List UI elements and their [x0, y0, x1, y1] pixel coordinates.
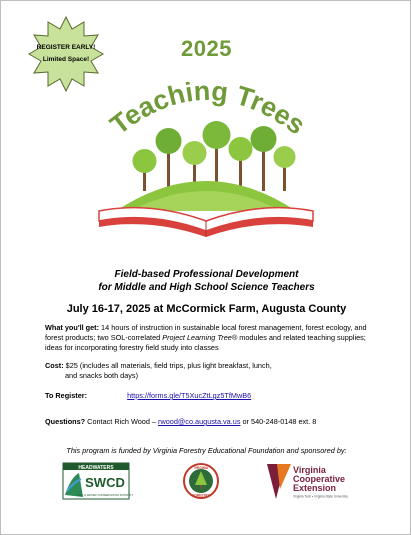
swcd-main-text: SWCD: [85, 475, 125, 490]
swcd-top-text: HEADWATERS: [78, 464, 114, 471]
forestry-bottom-text: FORESTRY: [192, 493, 210, 498]
questions-text-2: or 540-248-0148 ext. 8: [240, 417, 317, 426]
teaching-trees-illustration: [91, 61, 321, 251]
subtitle-line-1: Field-based Professional Development: [114, 269, 299, 280]
cost-text: $25 (includes all materials, field trips, plus light breakfast, lunch,: [63, 361, 272, 370]
vce-logo-icon: [267, 464, 348, 499]
badge-line-1: REGISTER EARLY!: [36, 43, 96, 51]
subtitle-line-2: for Middle and High School Science Teachers: [98, 282, 315, 293]
virginia-forestry-logo-icon: [184, 464, 218, 498]
badge-line-2: Limited Space!: [42, 56, 90, 63]
questions: [45, 417, 375, 427]
what-text-a: 14 hours of instruction in sustainable local forest management, forest ecology, and forest products; two SOL-correlated: [45, 323, 367, 342]
vce-line-3: Extension: [293, 483, 337, 493]
cost-text-2: and snacks both days): [65, 371, 139, 380]
vce-line-2: Cooperative: [293, 474, 346, 484]
to-register: [45, 391, 375, 401]
subtitle: [1, 268, 411, 294]
what-text-italic: Project Learning Tree®: [162, 333, 238, 342]
email-link[interactable]: rwood@co.augusta.va.us: [158, 417, 241, 426]
open-book-icon: [99, 208, 313, 237]
what-text-b: modules and related teaching supplies; ideas for incorporating forestry field study into classes: [45, 333, 366, 352]
register-link[interactable]: https://forms.gle/T5XucZtLgz5TfMwB6: [127, 391, 252, 400]
year-heading: 2025: [181, 36, 232, 61]
title-arched: Teaching Trees: [104, 75, 311, 141]
cost-label: Cost:: [45, 361, 64, 370]
vce-line-1: Virginia: [293, 465, 326, 475]
funded-by: This program is funded by Virginia Forestry Educational Foundation and sponsored by:: [66, 446, 347, 455]
register-label: To Register:: [45, 391, 88, 400]
swcd-logo-icon: [63, 463, 133, 499]
swcd-bottom-text: SOIL & WATER CONSERVATION DISTRICT: [77, 493, 133, 497]
event-date-location: July 16-17, 2025 at McCormick Farm, Augusta County: [66, 303, 347, 315]
cost: [45, 361, 375, 381]
questions-text: Contact Rich Wood –: [85, 417, 159, 426]
what-label: What you'll get:: [45, 323, 100, 332]
forestry-top-text: VIRGINIA: [193, 466, 209, 470]
sponsor-logos: [1, 461, 411, 501]
what-youll-get: [45, 323, 375, 353]
vce-sub: Virginia Tech • Virginia State University: [293, 494, 348, 499]
questions-label: Questions?: [45, 417, 86, 426]
